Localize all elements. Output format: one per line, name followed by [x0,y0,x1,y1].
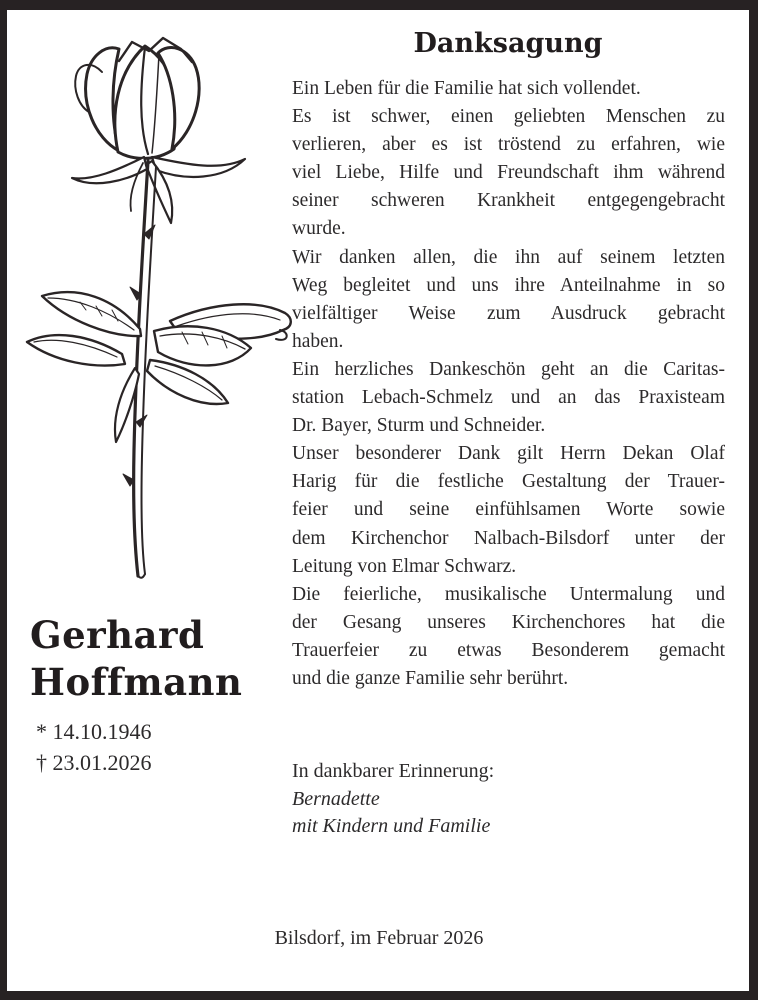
place-date-line: Bilsdorf, im Februar 2026 [274,927,484,949]
deceased-first-name: Gerhard [30,613,205,657]
body-line: dem Kirchenchor Nalbach-Bilsdorf unter der [292,527,725,549]
body-line: und die ganze Familie sehr berührt. [292,667,569,689]
body-line: Harig für die festliche Gestaltung der Trauer- [292,471,725,493]
body-line: seiner schweren Krankheit entgegengebracht [292,190,725,212]
page-title: Danksagung [413,28,603,59]
body-line: Ein Leben für die Familie hat sich vollendet. [292,78,641,99]
death-date-line: † 23.01.2026 [36,750,152,775]
body-line: Weg begleitet und uns ihre Anteilnahme in so [292,274,725,296]
closing-family-line: mit Kindern und Familie [292,815,491,837]
closing-block [292,758,494,841]
birth-date-line: * 14.10.1946 [36,719,152,744]
life-dates [36,716,152,778]
deceased-name [30,612,242,706]
body-line: Wir danken allen, die ihn auf seinem letzten [292,246,725,268]
body-line: station Lebach-Schmelz und an das Praxisteam [292,387,725,409]
body-line: Unser besonderer Dank gilt Herrn Dekan Olaf [292,443,725,465]
body-line: feier und seine einfühlsamen Worte sowie [292,499,725,521]
body-line: verlieren, aber es ist tröstend zu erfahren, wie [292,134,725,156]
body-line: der Gesang unseres Kirchenchores hat die [292,611,725,633]
closing-intro: In dankbarer Erinnerung: [292,760,495,782]
body-line: Trauerfeier zu etwas Besonderem gemacht [292,639,725,661]
body-line: Die feierliche, musikalische Untermalung und [292,583,725,605]
body-line: wurde. [292,218,346,240]
body-line: vielfältiger Weise zum Ausdruck gebracht [292,302,725,324]
closing-name-line: Bernadette [292,787,380,810]
body-line: Es ist schwer, einen geliebten Menschen zu [292,106,725,128]
body-line: Ein herzliches Dankeschön geht an die Caritas- [292,358,725,380]
deceased-last-name: Hoffmann [30,660,243,704]
body-line: Dr. Bayer, Sturm und Schneider. [292,415,546,437]
acknowledgment-text [292,75,725,693]
rose-illustration [22,30,298,592]
body-line: viel Liebe, Hilfe und Freundschaft ihm während [292,162,725,184]
body-line: Leitung von Elmar Schwarz. [292,555,517,577]
body-line: haben. [292,330,344,352]
